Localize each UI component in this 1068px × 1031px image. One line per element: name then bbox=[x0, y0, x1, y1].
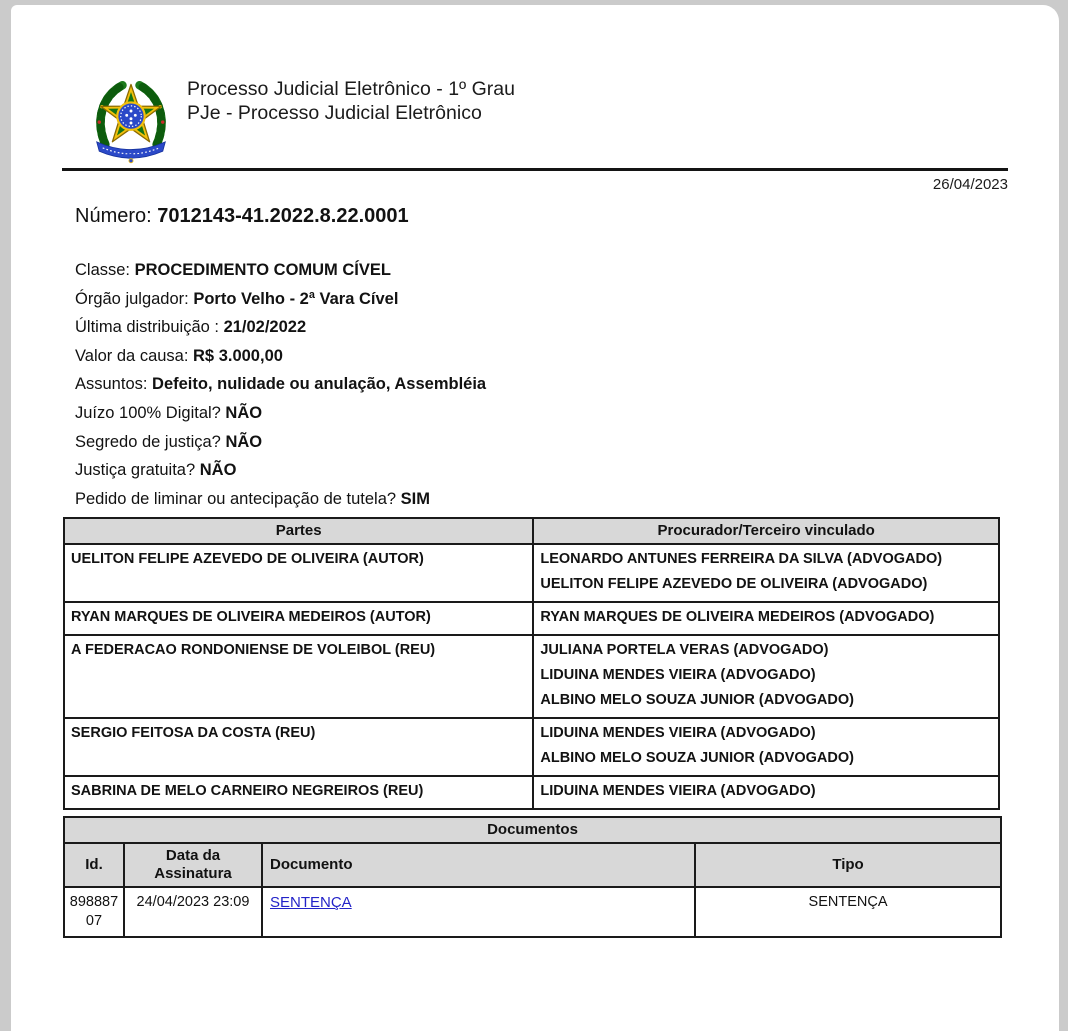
parte-cell: A FEDERACAO RONDONIENSE DE VOLEIBOL (REU) bbox=[64, 635, 533, 718]
process-number-label: Número: bbox=[75, 205, 152, 227]
procurador-cell bbox=[533, 602, 999, 635]
header-titles bbox=[187, 69, 515, 125]
procurador-line: LIDUINA MENDES VIEIRA (ADVOGADO) bbox=[540, 667, 816, 683]
case-field bbox=[75, 399, 975, 428]
data-assinatura-column-header: Data da Assinatura bbox=[124, 843, 262, 887]
case-field-value: NÃO bbox=[199, 461, 237, 480]
document-id-cell: 89888707 bbox=[64, 887, 124, 937]
case-field-value: PROCEDIMENTO COMUM CÍVEL bbox=[134, 261, 391, 279]
header-title-line1: Processo Judicial Eletrônico - 1º Grau bbox=[187, 78, 515, 100]
procurador-cell bbox=[533, 635, 999, 718]
case-field-label: Segredo de justiça? bbox=[75, 432, 226, 451]
partes-header: Partes bbox=[64, 518, 533, 544]
case-field-value: SIM bbox=[400, 489, 430, 508]
documentos-header-row bbox=[64, 843, 1001, 887]
case-field bbox=[75, 256, 975, 285]
procurador-cell bbox=[533, 718, 999, 776]
procurador-cell bbox=[533, 544, 999, 602]
parte-cell: RYAN MARQUES DE OLIVEIRA MEDEIROS (AUTOR) bbox=[64, 602, 533, 635]
case-field bbox=[75, 428, 975, 457]
procurador-cell bbox=[533, 776, 999, 809]
case-field bbox=[75, 342, 975, 371]
table-row bbox=[64, 635, 999, 718]
document-type-cell: SENTENÇA bbox=[695, 887, 1001, 937]
documentos-title-row bbox=[64, 817, 1001, 843]
procurador-line: UELITON FELIPE AZEVEDO DE OLIVEIRA (ADVOGADO) bbox=[540, 576, 928, 592]
parte-cell: SABRINA DE MELO CARNEIRO NEGREIROS (REU) bbox=[64, 776, 533, 809]
case-field-value: NÃO bbox=[225, 432, 263, 451]
process-number-value: 7012143-41.2022.8.22.0001 bbox=[157, 205, 409, 227]
header-title-line2: PJe - Processo Judicial Eletrônico bbox=[187, 102, 482, 124]
tipo-column-header: Tipo bbox=[695, 843, 1001, 887]
case-field-label: Classe: bbox=[75, 261, 135, 279]
procurador-line: JULIANA PORTELA VERAS (ADVOGADO) bbox=[540, 642, 829, 658]
table-row bbox=[64, 718, 999, 776]
case-field-label: Órgão julgador: bbox=[75, 289, 194, 308]
case-field bbox=[75, 485, 975, 514]
parte-cell: SERGIO FEITOSA DA COSTA (REU) bbox=[64, 718, 533, 776]
case-field-value: R$ 3.000,00 bbox=[193, 346, 283, 365]
case-field-value: NÃO bbox=[225, 403, 263, 422]
procurador-line: LEONARDO ANTUNES FERREIRA DA SILVA (ADVOGADO) bbox=[540, 551, 943, 567]
partes-table bbox=[63, 517, 1000, 810]
documentos-title: Documentos bbox=[64, 817, 1001, 843]
process-number-line bbox=[75, 205, 409, 228]
procurador-line: LIDUINA MENDES VIEIRA (ADVOGADO) bbox=[540, 725, 816, 741]
case-field bbox=[75, 313, 975, 342]
documentos-table-body bbox=[64, 887, 1001, 937]
case-field bbox=[75, 370, 975, 399]
case-field-value: 21/02/2022 bbox=[223, 318, 307, 337]
case-field-label: Justiça gratuita? bbox=[75, 461, 200, 480]
table-row bbox=[64, 776, 999, 809]
procurador-header: Procurador/Terceiro vinculado bbox=[533, 518, 999, 544]
document-cell bbox=[262, 887, 695, 937]
tables-section bbox=[63, 517, 1000, 938]
case-field-value: Defeito, nulidade ou anulação, Assembléia bbox=[152, 375, 487, 394]
signature-date-cell: 24/04/2023 23:09 bbox=[124, 887, 262, 937]
case-field bbox=[75, 456, 975, 485]
document-link[interactable]: SENTENÇA bbox=[270, 894, 352, 911]
case-field-label: Última distribuição : bbox=[75, 318, 224, 337]
parte-cell: UELITON FELIPE AZEVEDO DE OLIVEIRA (AUTOR) bbox=[64, 544, 533, 602]
case-field-label: Pedido de liminar ou antecipação de tutela? bbox=[75, 489, 401, 508]
document-header bbox=[88, 69, 515, 165]
procurador-line: RYAN MARQUES DE OLIVEIRA MEDEIROS (ADVOGADO) bbox=[540, 609, 935, 625]
procurador-line: ALBINO MELO SOUZA JUNIOR (ADVOGADO) bbox=[540, 692, 854, 708]
procurador-line: LIDUINA MENDES VIEIRA (ADVOGADO) bbox=[540, 783, 816, 799]
table-row bbox=[64, 544, 999, 602]
case-field-label: Valor da causa: bbox=[75, 346, 194, 365]
brazil-coat-of-arms-logo bbox=[88, 69, 174, 165]
procurador-line: ALBINO MELO SOUZA JUNIOR (ADVOGADO) bbox=[540, 750, 854, 766]
documento-column-header: Documento bbox=[262, 843, 695, 887]
case-field bbox=[75, 285, 975, 314]
id-column-header: Id. bbox=[64, 843, 124, 887]
case-fields bbox=[75, 256, 975, 513]
documentos-table bbox=[63, 816, 1002, 938]
document-date: 26/04/2023 bbox=[932, 176, 1008, 193]
document-page bbox=[11, 5, 1059, 1031]
case-field-label: Assuntos: bbox=[75, 375, 153, 394]
table-row bbox=[64, 602, 999, 635]
case-field-value: Porto Velho - 2ª Vara Cível bbox=[193, 289, 399, 308]
partes-header-row bbox=[64, 518, 999, 544]
case-field-label: Juízo 100% Digital? bbox=[75, 403, 226, 422]
header-divider bbox=[62, 168, 1008, 171]
partes-table-body bbox=[64, 544, 999, 809]
table-row bbox=[64, 887, 1001, 937]
